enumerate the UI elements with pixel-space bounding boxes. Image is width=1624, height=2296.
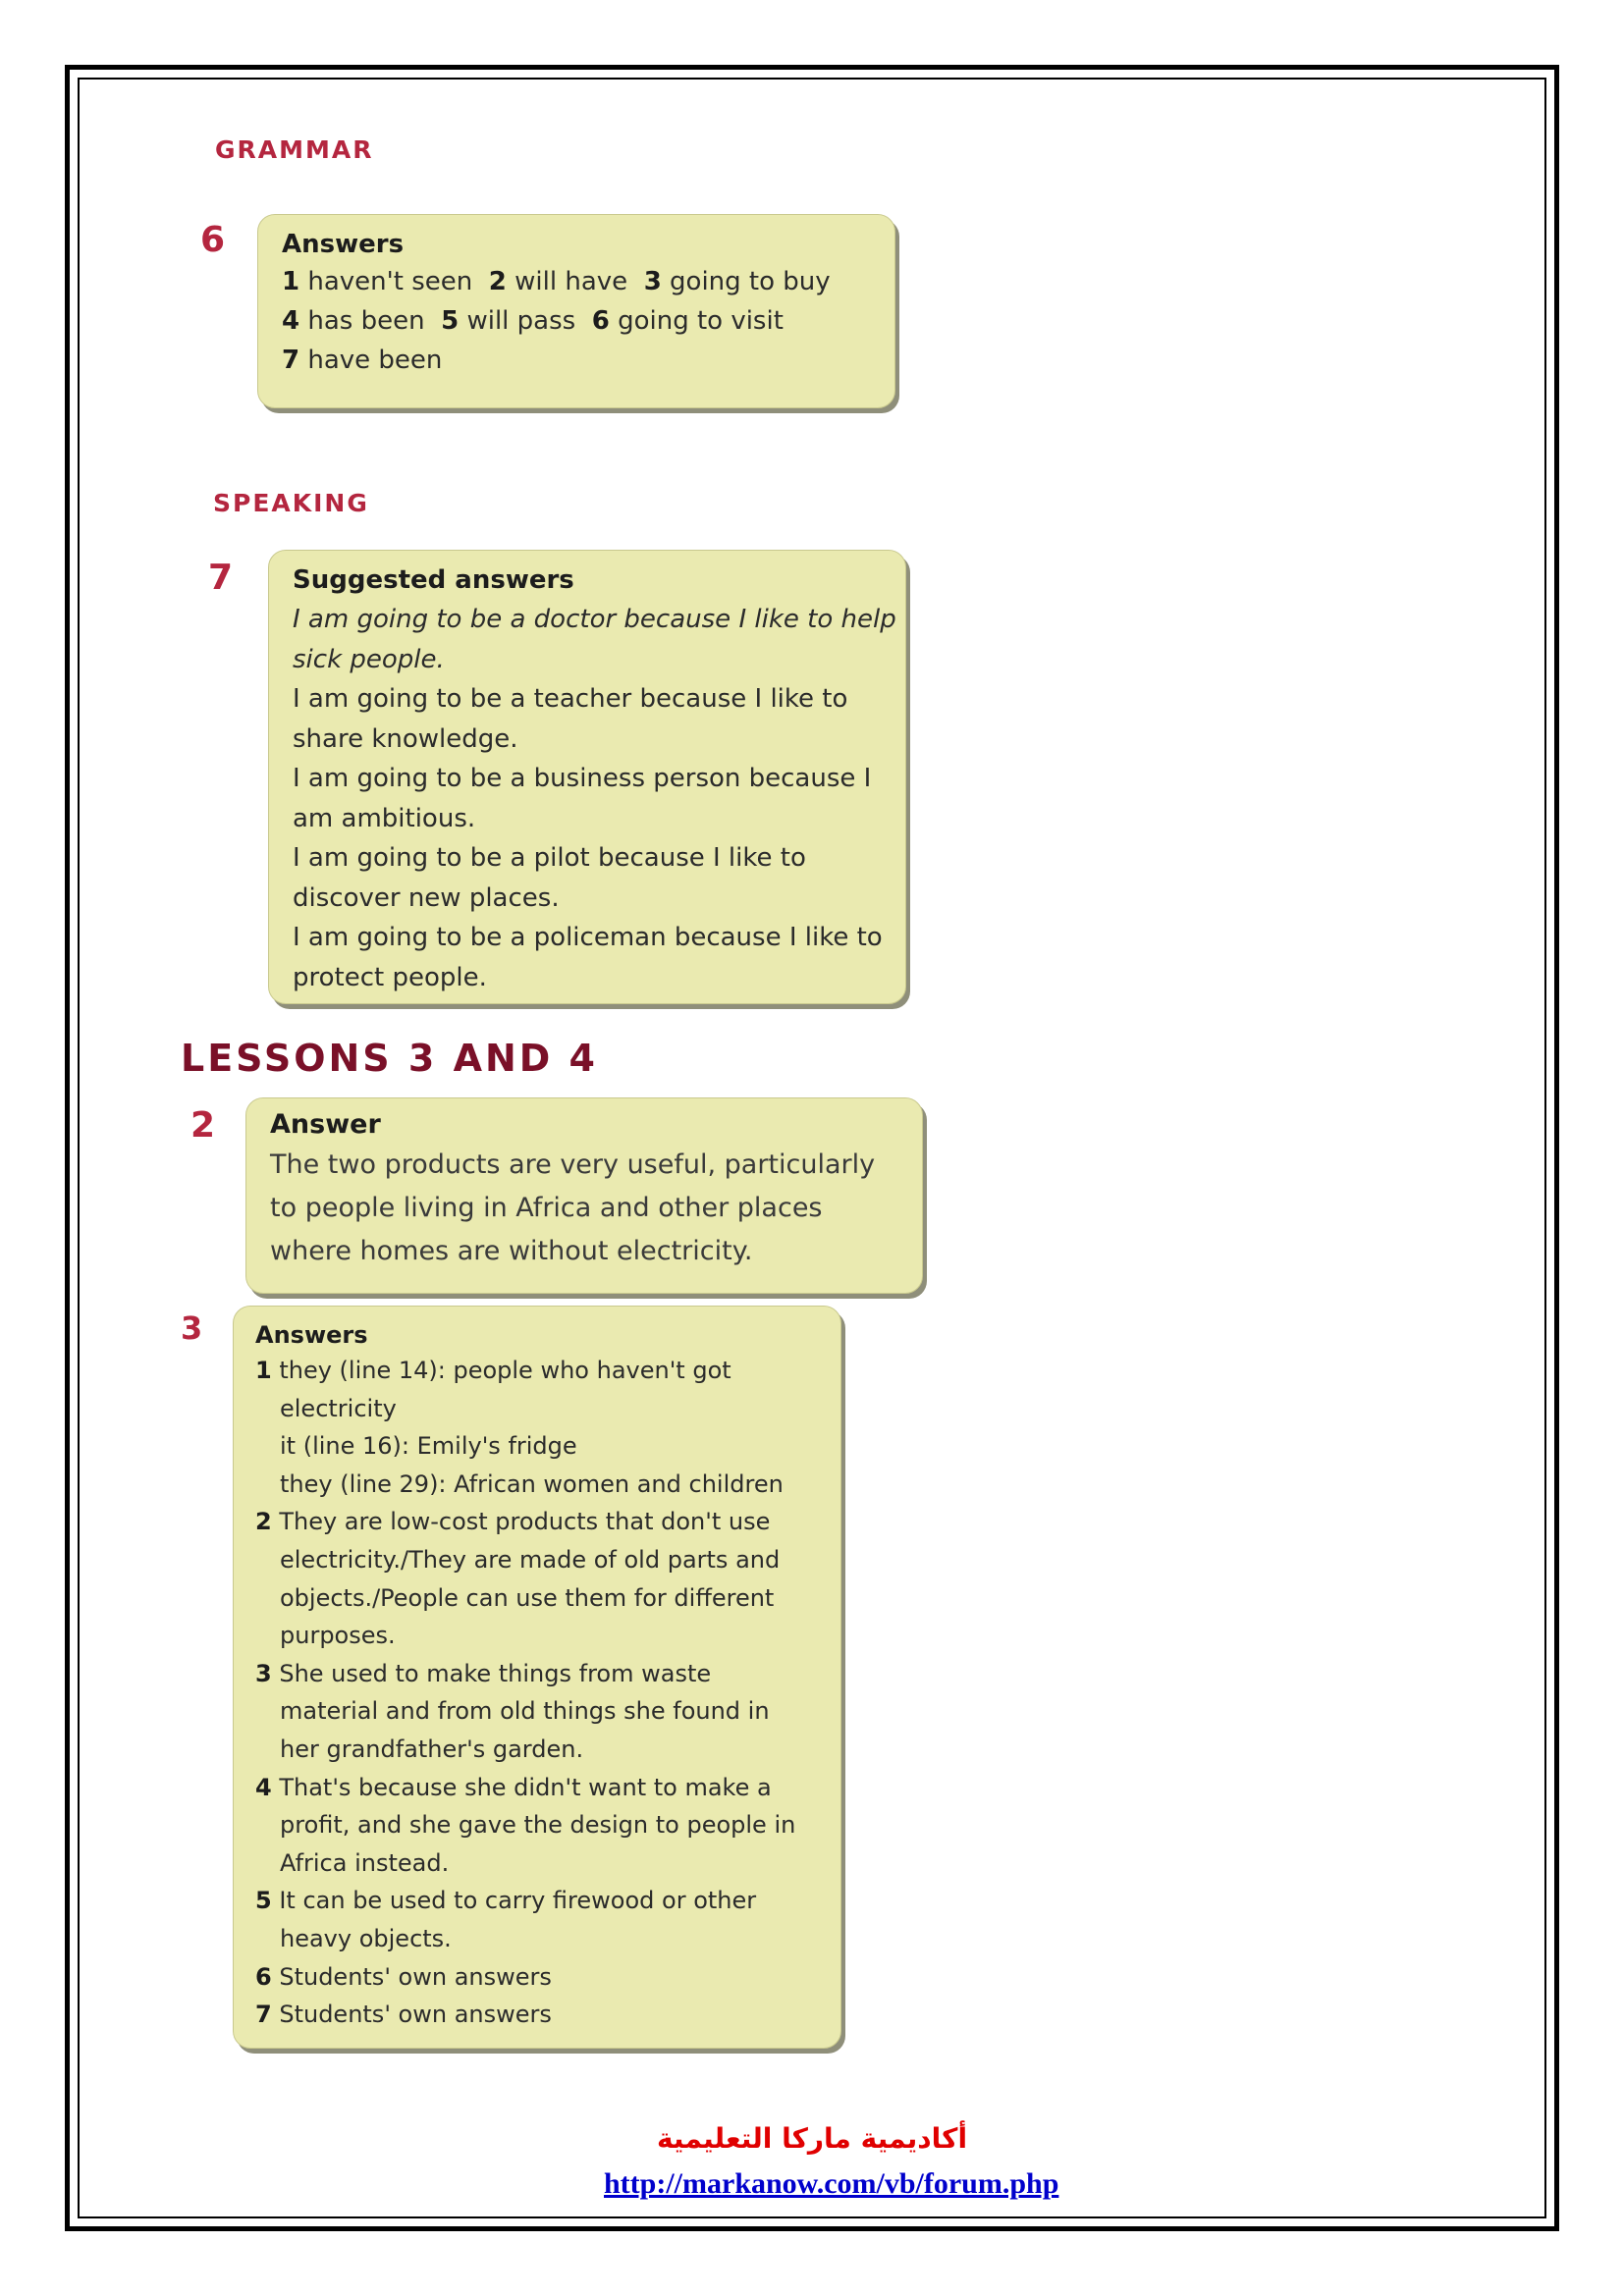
lesson-q3-answer-line	[255, 1769, 840, 1807]
lessons-heading: LESSONS 3 AND 4	[181, 1037, 598, 1080]
speaking-answer-line: I am going to be a doctor because I like to help	[293, 605, 896, 634]
answer-number: 4	[255, 1773, 272, 1801]
answer-number: 5	[441, 306, 460, 336]
speaking-answer-line: protect people.	[293, 962, 487, 992]
grammar-answer-line	[282, 341, 894, 380]
answer-number: 5	[255, 1887, 272, 1915]
lesson-q3-answer-line: it (line 16): Emily's fridge	[280, 1432, 577, 1461]
lesson-q3-title: Answers	[255, 1321, 368, 1349]
answer-text: they (line 14): people who haven't got	[271, 1357, 731, 1384]
lesson-q3-answer-line: purposes.	[280, 1622, 396, 1650]
grammar-answer-line	[282, 262, 894, 301]
answer-number: 2	[488, 267, 507, 296]
grammar-answer-box	[257, 214, 895, 408]
academy-name: أكاديمية ماركا التعليمية	[656, 2122, 968, 2155]
forum-link[interactable]: http://markanow.com/vb/forum.php	[604, 2167, 1059, 2200]
answer-number: 6	[591, 306, 610, 336]
answer-text: That's because she didn't want to make a	[271, 1773, 772, 1801]
speaking-answer-lines	[293, 600, 905, 997]
answer-text: going to buy	[661, 267, 831, 296]
speaking-answer-title: Suggested answers	[293, 565, 574, 595]
lesson-q3-answer-lines	[255, 1352, 840, 2034]
lesson-q2-line: where homes are without electricity.	[270, 1236, 753, 1266]
lesson-q3-answer-line	[255, 1352, 840, 1390]
lesson-q3-answer-line: material and from old things she found in	[280, 1697, 770, 1726]
lesson-q3-answer-line: her grandfather's garden.	[280, 1735, 584, 1763]
answer-text: have been	[299, 346, 443, 375]
lesson-q3-answer-line	[255, 1882, 840, 1920]
answer-number: 3	[643, 267, 662, 296]
lesson-q2-number: 2	[190, 1105, 216, 1146]
grammar-section-label: GRAMMAR	[215, 135, 374, 164]
answer-text: It can be used to carry firewood or other	[271, 1887, 757, 1915]
lesson-q3-answer-line: heavy objects.	[280, 1924, 452, 1952]
speaking-answer-line: am ambitious.	[293, 803, 476, 833]
answer-text: will pass	[459, 306, 592, 336]
speaking-answer-line: discover new places.	[293, 882, 560, 913]
speaking-answer-line: share knowledge.	[293, 723, 518, 754]
answer-number: 1	[255, 1357, 272, 1384]
lesson-q2-title: Answer	[270, 1109, 381, 1140]
lesson-q3-answer-line: profit, and she gave the design to people in	[280, 1811, 796, 1840]
lesson-q3-answer-line: objects./People can use them for different	[280, 1583, 775, 1612]
answer-text: has been	[299, 306, 442, 336]
speaking-answer-line: I am going to be a business person because I	[293, 764, 872, 793]
lesson-q2-line: The two products are very useful, particularly	[270, 1149, 876, 1180]
grammar-answer-title: Answers	[282, 230, 405, 259]
lesson-q3-answer-line: Africa instead.	[280, 1848, 450, 1877]
lesson-q3-answer-line	[255, 1503, 840, 1541]
lesson-q3-answer-box	[233, 1306, 841, 2049]
answer-text: She used to make things from waste	[271, 1659, 712, 1687]
grammar-question-number: 6	[200, 220, 226, 260]
lesson-q3-answer-line: electricity./They are made of old parts and	[280, 1545, 781, 1574]
lesson-q3-answer-line: electricity	[280, 1394, 397, 1422]
answer-number: 3	[255, 1659, 272, 1687]
lesson-q2-line: to people living in Africa and other places	[270, 1193, 823, 1223]
speaking-answer-box	[268, 550, 906, 1004]
answer-text: Students' own answers	[271, 1962, 552, 1991]
lesson-q3-number: 3	[181, 1309, 203, 1347]
speaking-section-label: SPEAKING	[213, 489, 369, 517]
speaking-answer-line: I am going to be a policeman because I like to	[293, 923, 883, 952]
lesson-q3-answer-line	[255, 1655, 840, 1693]
lesson-q3-answer-line: they (line 29): African women and children	[280, 1469, 784, 1498]
lesson-q3-answer-line	[255, 1958, 840, 1997]
answer-text: going to visit	[609, 306, 784, 336]
answer-text: will have	[506, 267, 644, 296]
speaking-answer-line: I am going to be a teacher because I like to	[293, 684, 848, 714]
grammar-answer-lines	[282, 262, 894, 380]
answer-number: 4	[282, 306, 300, 336]
grammar-answer-line	[282, 301, 894, 341]
speaking-answer-line: I am going to be a pilot because I like to	[293, 843, 806, 873]
answer-number: 1	[282, 267, 300, 296]
speaking-question-number: 7	[208, 558, 234, 598]
answer-number: 2	[255, 1508, 272, 1536]
speaking-answer-line: sick people.	[293, 644, 445, 674]
lesson-q3-answer-line	[255, 1996, 840, 2034]
answer-text: Students' own answers	[271, 2001, 552, 2029]
answer-text: They are low-cost products that don't use	[271, 1508, 771, 1536]
lesson-q2-answer-box	[245, 1097, 923, 1294]
answer-number: 7	[282, 346, 300, 375]
answer-number: 7	[255, 2001, 272, 2029]
answer-text: haven't seen	[299, 267, 489, 296]
answer-number: 6	[255, 1962, 272, 1991]
